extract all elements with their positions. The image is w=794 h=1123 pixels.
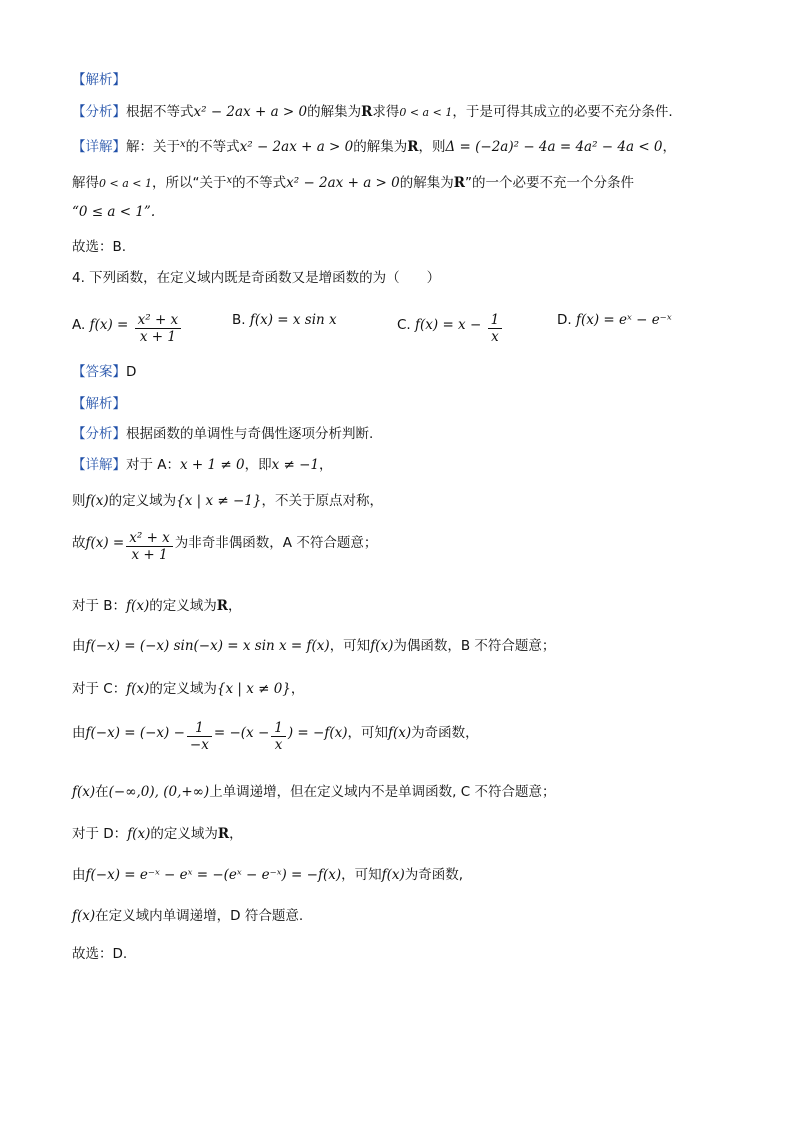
q4-c2-m1: f(−x) = (−x) − bbox=[85, 725, 185, 741]
q4-answer-value: D bbox=[126, 364, 137, 380]
q4-c1-a: 对于 C： bbox=[72, 681, 127, 697]
q4-optB-text: f(x) = x sin x bbox=[249, 312, 337, 328]
q4-c1-line bbox=[72, 677, 304, 697]
q4-jiexi-label: 【解析】 bbox=[72, 396, 126, 412]
q3-line3: “0 ≤ a < 1”. bbox=[72, 204, 156, 220]
q3-fenxi-line bbox=[72, 100, 673, 120]
q4-a3-a: 故 bbox=[72, 535, 86, 551]
q4-b1-line bbox=[72, 594, 241, 614]
q4-b1-a: 对于 B： bbox=[72, 598, 127, 614]
q3-jiexi-label: 【解析】 bbox=[72, 72, 126, 88]
q4-d1-fx: f(x) bbox=[127, 826, 151, 842]
q4-c3-fx: f(x) bbox=[72, 784, 96, 800]
q4-optC-den: x bbox=[491, 329, 499, 345]
q4-b2-fx: f(x) bbox=[370, 638, 394, 654]
q3-l2-a: 解得 bbox=[72, 175, 99, 191]
q4-optA-frac bbox=[135, 312, 182, 345]
q3-line2 bbox=[72, 171, 634, 191]
q3-guxuan: 故选：B. bbox=[72, 239, 127, 255]
q3-fenxi-R: R bbox=[361, 104, 373, 120]
q4-optA-num: x² + x bbox=[135, 312, 182, 329]
q4-c3-b: 上单调递增，但在定义域内不是单调函数, C 不符合题意； bbox=[209, 784, 556, 800]
q4-c2-fx: f(x) bbox=[387, 725, 412, 741]
q4-guxuan: 故选：D. bbox=[72, 946, 128, 962]
q4-optC-label: C. bbox=[397, 317, 411, 333]
q4-b2-c: 为偶函数，B 不符合题意； bbox=[393, 638, 556, 654]
q3-fenxi-math: x² − 2ax + a > 0 bbox=[193, 104, 308, 120]
q4-b1-R: R bbox=[216, 598, 228, 614]
q4-a2-a: 则 bbox=[72, 493, 86, 509]
q4-optC-lhs: f(x) = x − bbox=[415, 317, 482, 333]
q4-c2-d1: −x bbox=[189, 737, 209, 753]
q4-a3-frac bbox=[126, 530, 173, 563]
q4-options bbox=[72, 302, 732, 346]
q4-option-c bbox=[397, 312, 504, 345]
q4-optD-text: f(x) = eˣ − e⁻ˣ bbox=[575, 312, 672, 328]
q3-xiangjie-label: 【详解】 bbox=[72, 139, 126, 155]
q4-optC-frac bbox=[488, 312, 503, 345]
q3-l2-R: R bbox=[453, 175, 465, 191]
q4-c2-a: 由 bbox=[72, 725, 86, 741]
q4-xiangjie-label: 【详解】 bbox=[72, 457, 126, 473]
q4-d3-a: 在定义域内单调递增，D 符合题意. bbox=[95, 908, 304, 924]
q3-xj-c: 的解集为 bbox=[353, 139, 408, 155]
q4-a3-line bbox=[72, 530, 377, 563]
q3-l2-cond: 0 < a < 1 bbox=[99, 177, 152, 190]
q4-a1-text: 对于 A： bbox=[126, 457, 181, 473]
q3-fenxi-label: 【分析】 bbox=[72, 104, 126, 120]
q4-a3-den: x + 1 bbox=[131, 547, 168, 563]
q4-fenxi-text: 根据函数的单调性与奇偶性逐项分析判断. bbox=[126, 426, 374, 442]
q3-xj-math: x² − 2ax + a > 0 bbox=[239, 139, 354, 155]
q4-a1-end: ， bbox=[319, 457, 333, 473]
q4-optD-label: D. bbox=[557, 312, 572, 328]
q4-optA-lhs: f(x) = bbox=[89, 317, 129, 333]
q3-l2-math: x² − 2ax + a > 0 bbox=[286, 175, 400, 191]
q4-question: 4. 下列函数，在定义域内既是奇函数又是增函数的为（ ） bbox=[72, 270, 441, 286]
q4-option-a bbox=[72, 312, 183, 345]
q3-l2-x: x bbox=[226, 175, 233, 186]
q4-d1-R: R bbox=[217, 826, 230, 842]
q4-c2-n2: 1 bbox=[271, 720, 286, 737]
q3-xj-delta: Δ = (−2a)² − 4a = 4a² − 4a < 0 bbox=[445, 139, 663, 155]
q3-l2-b: ，所以“关于 bbox=[151, 175, 227, 191]
q4-d2-b: ，可知 bbox=[341, 867, 382, 883]
q3-l2-e: ”的一个必要不充一个分条件 bbox=[464, 175, 634, 191]
q4-c2-frac2 bbox=[271, 720, 286, 753]
q4-d2-a: 由 bbox=[72, 867, 86, 883]
q4-a1-math2: x ≠ −1 bbox=[271, 457, 320, 473]
q4-a1-mid: ，即 bbox=[244, 457, 272, 473]
q4-d2-line bbox=[72, 863, 463, 883]
q3-fenxi-a: 根据不等式 bbox=[126, 104, 194, 120]
q4-d1-c: ， bbox=[229, 826, 243, 842]
q4-optB-label: B. bbox=[232, 312, 246, 328]
q4-b1-b: 的定义域为 bbox=[149, 598, 217, 614]
q4-b2-a: 由 bbox=[72, 638, 86, 654]
q3-xj-d: ，则 bbox=[418, 139, 446, 155]
q4-c2-line bbox=[72, 720, 479, 753]
q3-xj-a: 解：关于 bbox=[126, 139, 180, 155]
q4-b2-math: f(−x) = (−x) sin(−x) = x sin x = f(x) bbox=[85, 638, 330, 654]
q3-xj-e: ， bbox=[662, 139, 677, 155]
q4-c1-b: 的定义域为 bbox=[149, 681, 217, 697]
q3-fenxi-d: ，于是可得其成立的必要不充分条件. bbox=[452, 104, 673, 120]
q4-c3-line bbox=[72, 780, 556, 800]
q3-fenxi-b: 的解集为 bbox=[307, 104, 362, 120]
q4-c3-int: (−∞,0), (0,+∞) bbox=[108, 784, 210, 800]
q4-a2-c: ，不关于原点对称， bbox=[261, 493, 383, 509]
q3-xj-R: R bbox=[407, 139, 419, 155]
q3-xj-b: 的不等式 bbox=[185, 139, 240, 155]
q4-a3-lhs: f(x) = bbox=[85, 535, 125, 551]
q4-d1-line bbox=[72, 822, 243, 842]
q4-optC-num: 1 bbox=[488, 312, 503, 329]
q4-d3-fx: f(x) bbox=[72, 908, 96, 924]
q4-a2-b: 的定义域为 bbox=[108, 493, 177, 509]
q3-fenxi-cond: 0 < a < 1 bbox=[399, 106, 453, 119]
q4-c1-c: ， bbox=[290, 681, 305, 697]
q4-d2-c: 为奇函数, bbox=[404, 867, 464, 883]
q4-c2-m3: ) = −f(x) bbox=[287, 725, 348, 741]
q3-l2-d: 的解集为 bbox=[399, 175, 454, 191]
q4-c2-d2: x bbox=[274, 737, 283, 753]
q4-a1-math: x + 1 ≠ 0 bbox=[180, 457, 245, 473]
q3-xj-x: x bbox=[180, 139, 186, 150]
q4-a2-line bbox=[72, 489, 383, 509]
q4-d2-math: f(−x) = e⁻ˣ − eˣ = −(eˣ − e⁻ˣ) = −f(x) bbox=[85, 867, 342, 883]
q4-answer-label: 【答案】 bbox=[72, 364, 126, 380]
q3-l2-c: 的不等式 bbox=[232, 175, 287, 191]
q4-d3-line bbox=[72, 904, 303, 924]
q4-c2-n1: 1 bbox=[187, 720, 212, 737]
q4-fenxi-label: 【分析】 bbox=[72, 426, 126, 442]
q4-a3-b: 为非奇非偶函数，A 不符合题意； bbox=[174, 535, 378, 551]
q4-fenxi-line bbox=[72, 422, 373, 442]
q4-c2-frac1 bbox=[187, 720, 212, 753]
q4-answer-line bbox=[72, 360, 136, 380]
q4-c2-m2: = −(x − bbox=[213, 725, 270, 741]
q3-fenxi-c: 求得 bbox=[372, 104, 400, 120]
q4-b1-fx: f(x) bbox=[126, 598, 150, 614]
q4-c2-c: 为奇函数， bbox=[411, 725, 479, 741]
q4-a2-fx: f(x) bbox=[85, 493, 109, 509]
q4-c3-a: 在 bbox=[95, 784, 109, 800]
q4-b2-b: ，可知 bbox=[329, 638, 371, 654]
q4-d1-b: 的定义域为 bbox=[150, 826, 218, 842]
q4-b2-line bbox=[72, 634, 555, 654]
q4-c2-b: ，可知 bbox=[347, 725, 388, 741]
q4-d1-a: 对于 D： bbox=[72, 826, 128, 842]
q4-c1-set: {x | x ≠ 0} bbox=[216, 681, 291, 697]
q4-a2-set: {x | x ≠ −1} bbox=[176, 493, 262, 509]
q4-b1-c: ， bbox=[227, 598, 242, 614]
q4-c1-fx: f(x) bbox=[126, 681, 150, 697]
q4-a3-num: x² + x bbox=[126, 530, 173, 547]
q4-a1-line bbox=[72, 453, 333, 473]
q4-optA-label: A. bbox=[72, 317, 86, 333]
q4-option-b bbox=[232, 312, 337, 328]
q4-d2-fx: f(x) bbox=[381, 867, 405, 883]
q3-xiangjie-line bbox=[72, 135, 676, 155]
q4-optA-den: x + 1 bbox=[139, 329, 176, 345]
q4-option-d bbox=[557, 312, 672, 328]
